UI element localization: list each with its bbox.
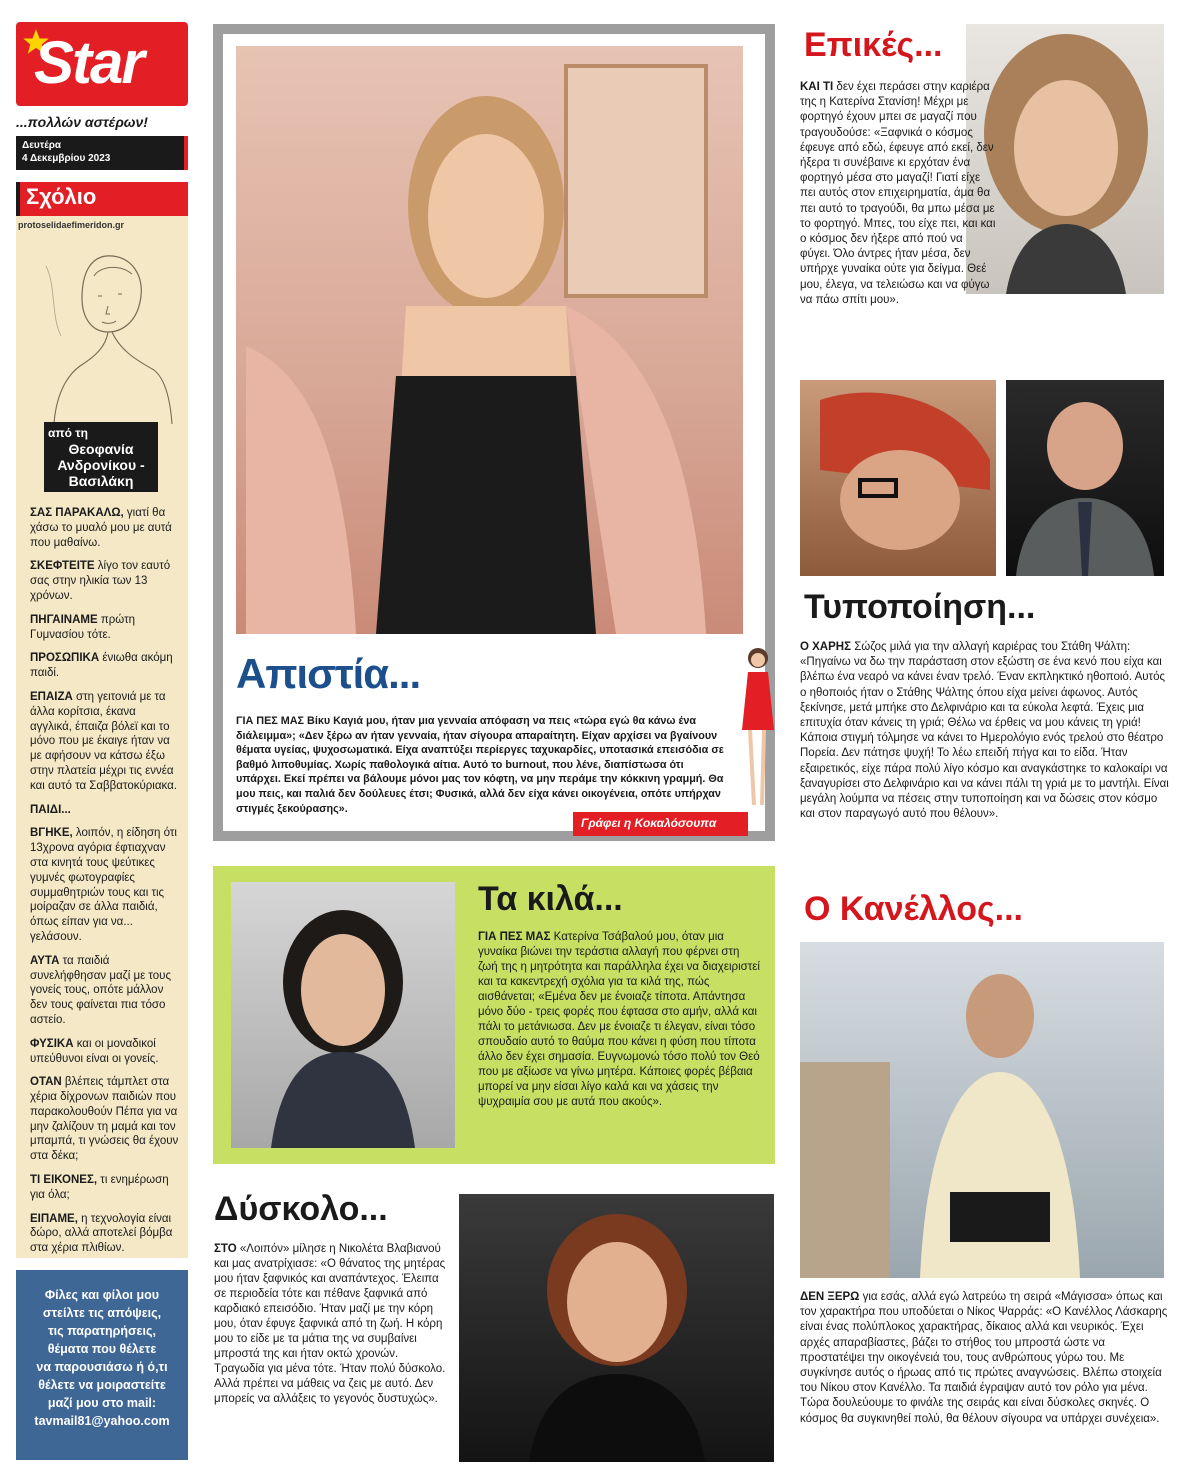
- column-paragraph-text: λίγο τον εαυτό σας στην ηλικία των 13 χρόνων.: [30, 560, 171, 602]
- kokalosoupa-figure-icon: [732, 640, 782, 810]
- column-paragraph-lead: ΠΗΓΑΙΝΑΜΕ: [30, 613, 98, 626]
- mail-address[interactable]: tavmail81@yahoo.com: [34, 1414, 170, 1428]
- stathis-psaltis-photo-2: [1006, 380, 1164, 576]
- portrait-illustration: [236, 46, 743, 634]
- date-bar: [16, 136, 188, 170]
- apistia-body: Βίκυ Καγιά μου, ήταν μια γενναία απόφαση να πεις «τώρα εγώ θα κάνω ένα διάλειμμα»; «Δεν ξέρω αν ήταν γενναία, ήταν σίγουρα απαραίτητη. Είχαν αρχίσει να βγαίνουν θέματα υγείας, ψυχοσωματικά. Είχα αναπτύξει περίεργες ταχυκαρδίες, υποτασικά επεισόδια σε βαθμό λιποθυμίας. Χωρίς παθολογικά αίτια. Αυτό το burnout, που λένε, διαπίστωσα ότι υπάρχει. Εκεί πρέπει να βάλουμε μόνοι μας τον κόφτη, να μην περάμε την κόκκινη γραμμή. Θα μου πεις, και παλιά δεν δούλευες έτσι; Φυσικά, αλλά δεν είχα κάνει οικογένεια, οπότε υπήρχαν στιγμές ξεκούρασης».: [236, 715, 724, 815]
- mail-line: να παρουσιάσω ή ό,τι: [36, 1360, 168, 1374]
- column-paragraph: [30, 1037, 180, 1067]
- date-bar-accent: [184, 136, 188, 170]
- mail-line: θέλετε να μοιραστείτε: [38, 1378, 166, 1392]
- mail-box: [16, 1270, 188, 1460]
- column-paragraph-lead: ΕΠΑΙΖΑ: [30, 690, 73, 703]
- typo-title: Τυποποίηση...: [804, 588, 1036, 626]
- tagline: ...πολλών αστέρων!: [16, 114, 148, 130]
- column-paragraph: [30, 1173, 180, 1203]
- column-paragraph-text: στη γειτονιά με τα άλλα κορίτσια, έκανα αγγλικά, έπαιζα βόλεϊ και το μόνο που με έκαιγε ήταν να με αφήσουν να κάτσω έξω στην πλατεία μέχρι τις εννέα και αυτό τα Σαββατοκύριακα.: [30, 690, 177, 792]
- kanellos-title: Ο Κανέλλος...: [804, 890, 1024, 928]
- author-name: Θεοφανία Ανδρονίκου - Βασιλάκη: [57, 441, 145, 489]
- apistia-lead: ΓΙΑ ΠΕΣ ΜΑΣ: [236, 715, 305, 727]
- column-paragraph-text: πρώτη Γυμνασίου τότε.: [30, 613, 136, 641]
- column-paragraph: [30, 690, 180, 794]
- katerina-tsavalou-photo: [231, 882, 455, 1148]
- dyskolo-text: [214, 1242, 448, 1407]
- star-logo[interactable]: [16, 22, 188, 106]
- dyskolo-lead: ΣΤΟ: [214, 1243, 237, 1255]
- portrait-illustration: [800, 380, 996, 576]
- column-paragraph: [30, 954, 180, 1028]
- column-paragraph-lead: ΠΡΟΣΩΠΙΚΑ: [30, 652, 100, 665]
- column-paragraph-text: τα παιδιά συνελήφθησαν μαζί με τους γονείς τους, οπότε μάλλον δεν τους φαίνεται πια τόσο αστείο.: [30, 954, 171, 1026]
- mail-line: στείλτε τις απόψεις,: [42, 1306, 162, 1320]
- epikes-body: δεν έχει περάσει στην καριέρα της η Κατερίνα Στανίση! Μέχρι με φορτηγό έχουν μπει σε μαγαζί που τραγουδούσε: «Ξαφνικά ο κόσμος έφευγε από εδώ, έφευγε από εκεί, δεν ήξερα τι συνέβαινε κι ερχόταν ένα φορτηγό μέσα στο μαγαζί! Γιατί είχε πει αυτός στον επιχειρηματία, άμα θα πει αυτό το τραγούδι, θα μπω μέσα με το φορτηγό. Μπες, του είχε πει, και και ο κόσμος δεν ήξερε από πού να φύγει. Όλο άντρες ήταν μέσα, δεν υπήρχε γυναίκα ούτε για δείγμα. Θεέ μου, έλεγα, να τελειώσω και να φύγω να πάω σπίτι μου».: [800, 81, 996, 306]
- column-paragraph-lead: ΟΤΑΝ: [30, 1076, 62, 1089]
- mail-line: τις παρατηρήσεις,: [48, 1324, 156, 1338]
- column-paragraph: [30, 1075, 180, 1164]
- author-pre: από τη: [48, 426, 88, 440]
- column-paragraph: [30, 613, 180, 643]
- column-label-text: Σχόλιο: [26, 184, 97, 209]
- byline: Γράφει η Κοκαλόσουπα: [573, 812, 748, 836]
- apistia-text: [236, 714, 730, 816]
- dyskolo-body: «Λοιπόν» μίλησε η Νικολέτα Βλαβιανού και μας ανατρίχιασε: «Ο θάνατος της μητέρας μου ήταν ξαφνικός και αναπάντεχος. Έλειπα σε περιοδεία τότε και πέθανε ξαφνικά από καρδιακό επεισόδιο. Ήταν μαζί με την κόρη μου, όταν έφυγε ξαφνικά από τη ζωή. Η κόρη μου το είδε με τα μάτια της να συμβαίνει μπροστά της και ήταν οκτώ χρονών. Τραγωδία για μένα τότε. Ήταν πολύ δύσκολο. Αλλά πρέπει να μάθεις να ζεις με αυτό. Δεν μπορείς να αλλάξεις το γεγονός δυστυχώς».: [214, 1243, 446, 1405]
- dyskolo-title: Δύσκολο...: [214, 1190, 388, 1228]
- column-paragraph: [30, 803, 180, 818]
- typo-lead: Ο ΧΑΡΗΣ: [800, 641, 851, 653]
- kila-body: Κατερίνα Τσάβαλού μου, όταν μια γυναίκα βιώνει την τεράστια αλλαγή που φέρνει στη ζωή της η μητρότητα και παράλληλα έχει να διαχειριστεί και τα κακεντρεχή σχόλια για τα κιλά της, πώς αισθάνεται; «Εμένα δεν με ένοιαζε τίποτα. Απάντησα μόνο δύο - τρεις φορές που έφτασα στο αμήν, αλλά και πάλι το μετάνιωσα. Δεν με ένοιαζε τι έλεγαν, είναι τόσο σπουδαίο αυτό το θαύμα που κάνει η φύση που τίποτα άλλο δεν έχει σημασία. Ευγνωμονώ τόσο πολύ τον Θεό που με αξίωσε να γίνω μητέρα. Κάποιες φορές βέβαια μπορεί να μην είσαι λίγο καλά και να χάσεις την ψυχραιμία σου με αυτά που ακούς».: [478, 931, 760, 1108]
- portrait-illustration: [800, 942, 1164, 1278]
- column-paragraph-lead: ΦΥΣΙΚΑ: [30, 1037, 74, 1050]
- logo-text: Star: [34, 29, 143, 96]
- watermark: protoselidaefimeridon.gr: [18, 220, 125, 230]
- mail-line: θέματα που θέλετε: [47, 1342, 157, 1356]
- column-label-accent: [16, 182, 20, 216]
- epikes-float-spacer: [996, 80, 1172, 294]
- epikes-text: [800, 80, 1172, 308]
- column-paragraph-lead: ΣΑΣ ΠΑΡΑΚΑΛΩ,: [30, 507, 124, 519]
- portrait-illustration: [459, 1194, 774, 1462]
- portrait-illustration: [231, 882, 455, 1148]
- column-text: [30, 506, 180, 1265]
- column-paragraph-lead: ΒΓΗΚΕ,: [30, 827, 73, 840]
- nikos-psarras-photo: [800, 942, 1164, 1278]
- nikoleta-vlavianou-photo: [459, 1194, 774, 1462]
- portrait-illustration: [1006, 380, 1164, 576]
- kanellos-text: [800, 1290, 1172, 1427]
- stathis-psaltis-photo-1: [800, 380, 996, 576]
- column-paragraph: [30, 1212, 180, 1256]
- date-day: Δευτέρα: [22, 140, 62, 151]
- column-paragraph: [30, 651, 180, 681]
- column-paragraph: [30, 559, 180, 603]
- kanellos-lead: ΔΕΝ ΞΕΡΩ: [800, 1291, 860, 1303]
- column-paragraph-text: και οι μοναδικοί υπεύθυνοι είναι οι γονείς.: [30, 1037, 159, 1065]
- typo-text: [800, 640, 1172, 822]
- mail-line: μαζί μου στο mail:: [47, 1396, 157, 1410]
- column-paragraph-text: λοιπόν, η είδηση ότι 13χρονα αγόρια έφτιαχναν στα κινητά τους ψεύτικες γυμνές φωτογραφίες συμμαθητριών τους και τις μοίραζαν σε άλλα παιδιά, όπως είπαν για να... γελάσουν.: [30, 827, 177, 943]
- apistia-title: Απιστία...: [236, 650, 421, 697]
- column-paragraph-lead: ΑΥΤΑ: [30, 954, 60, 967]
- column-paragraph-lead: ΠΑΙΔΙ...: [30, 803, 71, 816]
- column-label: [16, 182, 188, 216]
- epikes-title: Επικές...: [804, 26, 943, 64]
- mail-line: Φίλες και φίλοι μου: [44, 1288, 160, 1302]
- column-paragraph-text: η τεχνολογία είναι δώρο, αλλά αποτελεί βόμβα στα χέρια πλιθίων.: [30, 1212, 173, 1255]
- typo-body: Σώζος μιλά για την αλλαγή καριέρας του Στάθη Ψάλτη: «Πηγαίνω να δω την παράσταση στον εξώστη σε ένα κενό που είχα και βλέπω ένα νεαρό να κάνει έναν τρελό. Έναν εκπληκτικό ηθοποιό. Αυτός ο ηθοποιός ήταν ο Στάθης Ψάλτης όπου είχα μείνει άφωνος. Αυτός ξεκίνησε, μετά μπήκε στο Δελφινάριο και τα εύκολα λεφτά. Έχεις μια επιτυχία όταν κάνεις τη γριά; Θέλω να έρθεις να μου κάνεις τη γριά! Κάποια στιγμή τόλμησε να κάνει το Ημερολόγιο ενός τρελού στο θέατρο Πορεία. Δεν πάτησε ψυχή! Το λέω επειδή πήγα και το είδα. Ήταν εξαιρετικός, είχε πάρα πολύ λίγο κόσμο και αναγκάστηκε το καλοκαίρι να ξαναγυρίσει στο Δελφινάριο και να κάνει πάλι τη γριά με το μαντήλι. Είναι μεγάλη λούμπα να πέσεις στην τυποποίηση και να δώσεις στον κόσμο και στον παραγωγό αυτό που θέλουν».: [800, 641, 1169, 821]
- column-paragraph-text: ένιωθα ακόμη παιδί.: [30, 652, 173, 680]
- column-paragraph-lead: ΣΚΕΦΤΕΙΤΕ: [30, 560, 95, 573]
- column-paragraph-text: τι ενημέρωση για όλα;: [30, 1174, 169, 1201]
- column-paragraph-text: βλέπεις τάμπλετ στα χέρια δίχρονων παιδιών που παρακολουθούν Πέπα για να μην ζαλίζουν τη μαμά και τον μπαμπά, τι γνώσεις θα έχουν στα δέκα;: [30, 1076, 179, 1163]
- kila-title: Τα κιλά...: [478, 880, 623, 918]
- left-column: [16, 22, 188, 1462]
- author-sketch-icon: [36, 236, 176, 426]
- column-paragraph-text: γιατί θα χάσω το μυαλό μου με αυτά που μαθαίνω.: [30, 507, 172, 549]
- vicky-kaya-photo: [236, 46, 743, 634]
- date-full: 4 Δεκεμβρίου 2023: [22, 153, 111, 164]
- column-paragraph-lead: ΤΙ ΕΙΚΟΝΕΣ,: [30, 1174, 98, 1187]
- kila-text: [478, 930, 762, 1110]
- column-paper: [16, 216, 188, 1258]
- kanellos-body: για εσάς, αλλά εγώ λατρεύω τη σειρά «Μάγισσα» όπως και τον χαρακτήρα που υποδύεται ο Νίκος Ψαρράς: «Ο Κανέλλος Λάσκαρης είναι ένας πολύπλοκος χαρακτήρας, δίκαιος αλλά και νευρικός. Έχει αρχές απαραβίαστες, βάζει το στήθος του μπροστά ώστε να προστατέψει την οικογένειά του, τους ανθρώπους γύρω του. Με συγκίνησε αυτός ο ήρωας από τις πρώτες αναγνώσεις. Βλέπω στοιχεία του Νίκου στον Κανέλλο. Τα παιδιά έγραψαν αυτό τον ρόλο για μένα. Τώρα δουλεύουμε το φινάλε της σειράς και είναι δύσκολες σκηνές. Ο κόσμος θα συγκινηθεί πολύ, θα θέλουν σίγουρα να υπάρχει συνέχεια».: [800, 1291, 1168, 1425]
- column-paragraph: [30, 506, 180, 550]
- epikes-lead: ΚΑΙ ΤΙ: [800, 81, 834, 93]
- column-paragraph-lead: ΕΙΠΑΜΕ,: [30, 1212, 78, 1225]
- author-box: [44, 422, 158, 492]
- kila-lead: ΓΙΑ ΠΕΣ ΜΑΣ: [478, 931, 551, 943]
- column-paragraph: [30, 826, 180, 944]
